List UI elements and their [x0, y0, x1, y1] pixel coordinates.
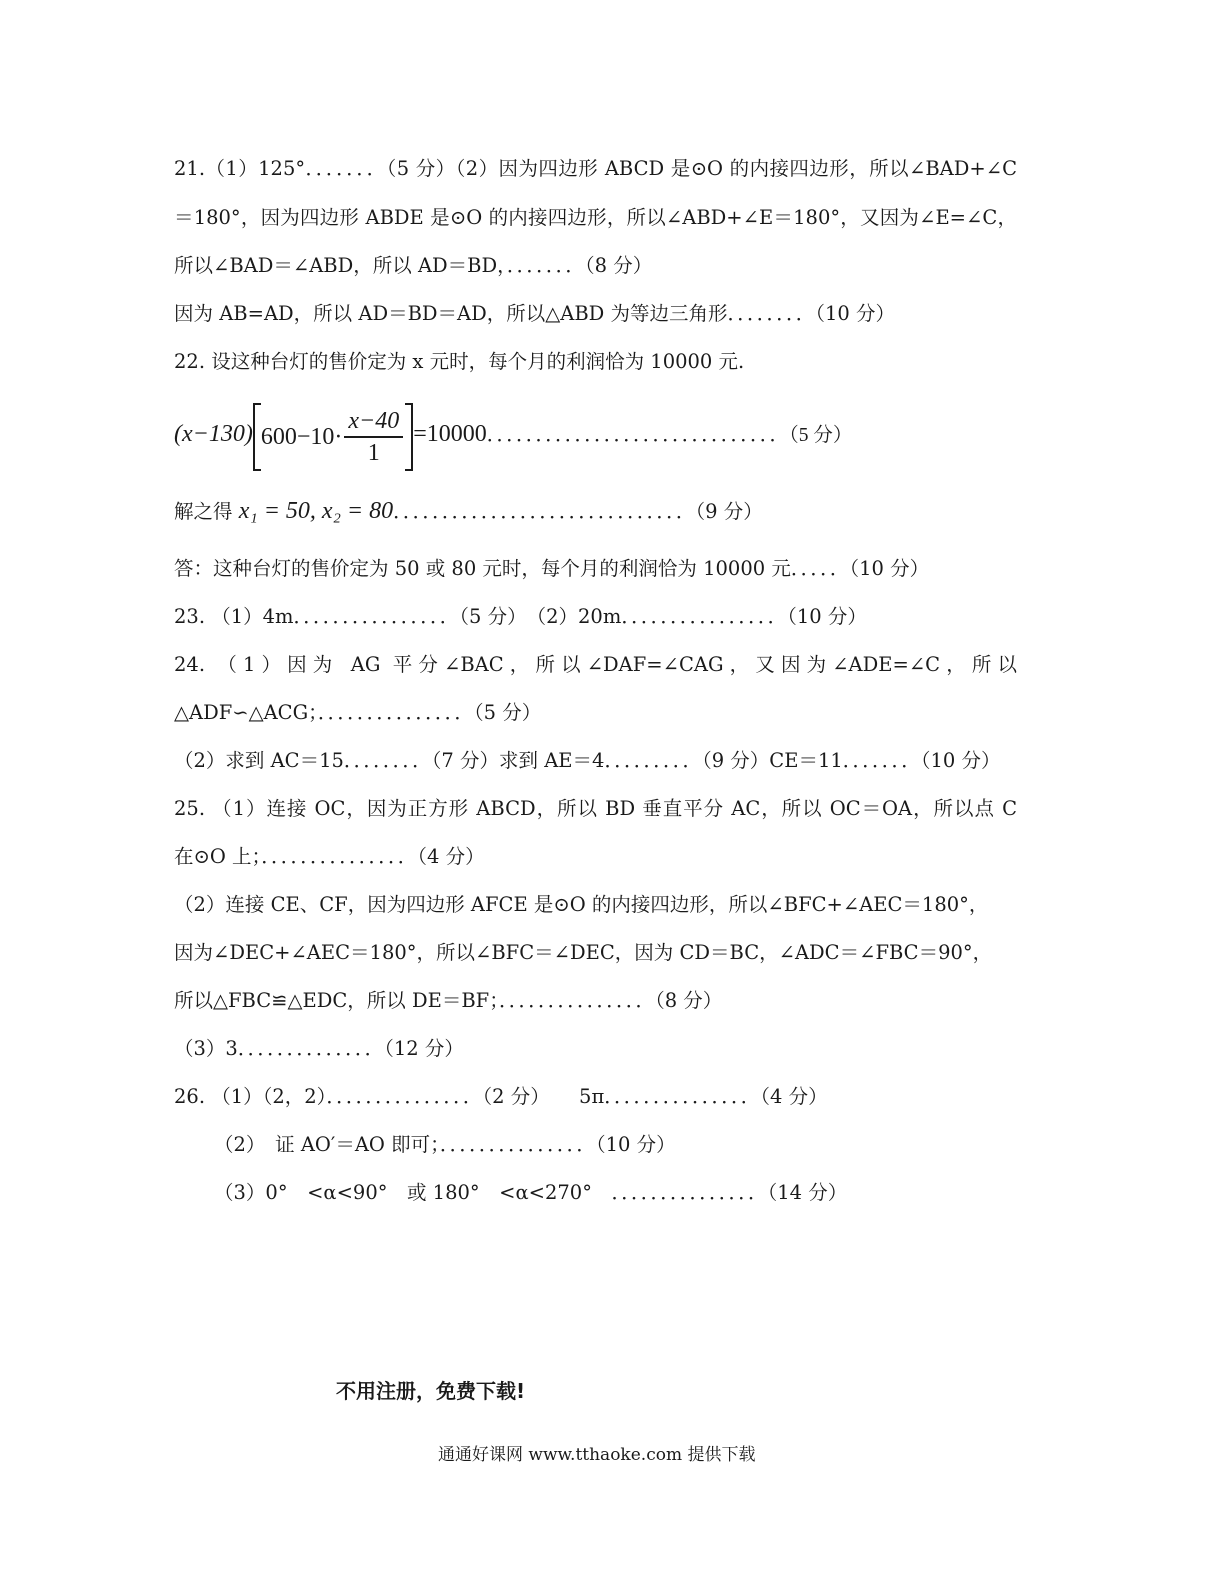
line-26-1: 26. （1）（2，2）．．．．．．．．．．．．．．．（2 分） 5π．．．．．．．．．．．．．．．（4 分）	[174, 1085, 828, 1108]
line-21-1: 21.（1）125°．．．．．．．（5 分）（2）因为四边形 ABCD 是⊙O 的内接四边形，所以∠BAD+∠C	[174, 157, 1017, 180]
download-promo: 不用注册，免费下载!	[336, 1379, 526, 1403]
site-footer[interactable]: 通通好课网 www.tthaoke.com 提供下载	[438, 1445, 756, 1465]
line-21-3: 所以∠BAD＝∠ABD，所以 AD＝BD，．．．．．．．（8 分）	[174, 254, 653, 277]
line-24-1: 24. （1）因为 AG 平分∠BAC，所以∠DAF=∠CAG，又因为∠ADE=∠C，所以	[174, 653, 1017, 676]
line-24-2: △ADF∽△ACG；．．．．．．．．．．．．．．．（5 分）	[174, 701, 542, 724]
solution-expr: x₁ = 50, x₂ = 80	[238, 498, 394, 524]
line-25-2: 在⊙O 上；．．．．．．．．．．．．．．．（4 分）	[174, 845, 485, 868]
line-25-3: （2）连接 CE、CF，因为四边形 AFCE 是⊙O 的内接四边形，所以∠BFC+∠AEC＝180°，	[174, 893, 989, 916]
line-25-5: 所以△FBC≌△EDC，所以 DE＝BF；．．．．．．．．．．．．．．．（8 分）	[174, 989, 723, 1012]
eq-num: x−40	[344, 406, 403, 438]
solution-22	[174, 496, 763, 527]
eq-den: 1	[367, 440, 380, 467]
line-21-4: 因为 AB=AD，所以 AD＝BD＝AD，所以△ABD 为等边三角形．．．．．．．．（10 分）	[174, 302, 896, 325]
line-22-answer: 答：这种台灯的售价定为 50 或 80 元时，每个月的利润恰为 10000 元．．．．．（10 分）	[174, 557, 930, 580]
eq-right: =10000	[413, 421, 487, 447]
line-21-2: ＝180°，因为四边形 ABDE 是⊙O 的内接四边形，所以∠ABD+∠E＝180°，又因为∠E=∠C，	[174, 206, 1017, 229]
eq-fraction	[344, 406, 403, 468]
line-23: 23. （1）4m．．．．．．．．．．．．．．．．（5 分） （2）20m．．．．．．．．．．．．．．．．（10 分）	[174, 605, 867, 628]
line-24-3: （2）求到 AC＝15．．．．．．．．（7 分）求到 AE＝4．．．．．．．．．（9 分）CE＝11．．．．．．．（10 分）	[174, 749, 1001, 772]
line-25-1: 25. （1）连接 OC，因为正方形 ABCD，所以 BD 垂直平分 AC，所以 OC＝OA，所以点 C	[174, 797, 1017, 820]
eq-bracket	[253, 405, 413, 469]
line-26-2: （2） 证 AO′＝AO 即可；．．．．．．．．．．．．．．．（10 分）	[214, 1133, 676, 1156]
eq-c1: 600−10·	[260, 423, 343, 450]
solution-dots: ．．．．．．．．．．．．．．．．．．．．．．．．．．．．．．（9 分）	[393, 500, 763, 523]
line-25-6: （3）3．．．．．．．．．．．．．．（12 分）	[174, 1037, 464, 1060]
equation-22	[174, 400, 852, 468]
line-25-4: 因为∠DEC+∠AEC＝180°，所以∠BFC＝∠DEC，因为 CD＝BC，∠ADC＝∠FBC＝90°，	[174, 941, 993, 964]
line-22-1: 22. 设这种台灯的售价定为 x 元时，每个月的利润恰为 10000 元.	[174, 350, 745, 373]
eq-dots: ．．．．．．．．．．．．．．．．．．．．．．．．．．．．．．（5 分）	[486, 425, 853, 446]
line-26-3: （3）0° <α<90° 或 180° <α<270° ．．．．．．．．．．．．．．．（14 分）	[214, 1181, 848, 1204]
eq-left: (x−130)	[174, 421, 253, 447]
solution-prefix: 解之得	[174, 500, 233, 523]
